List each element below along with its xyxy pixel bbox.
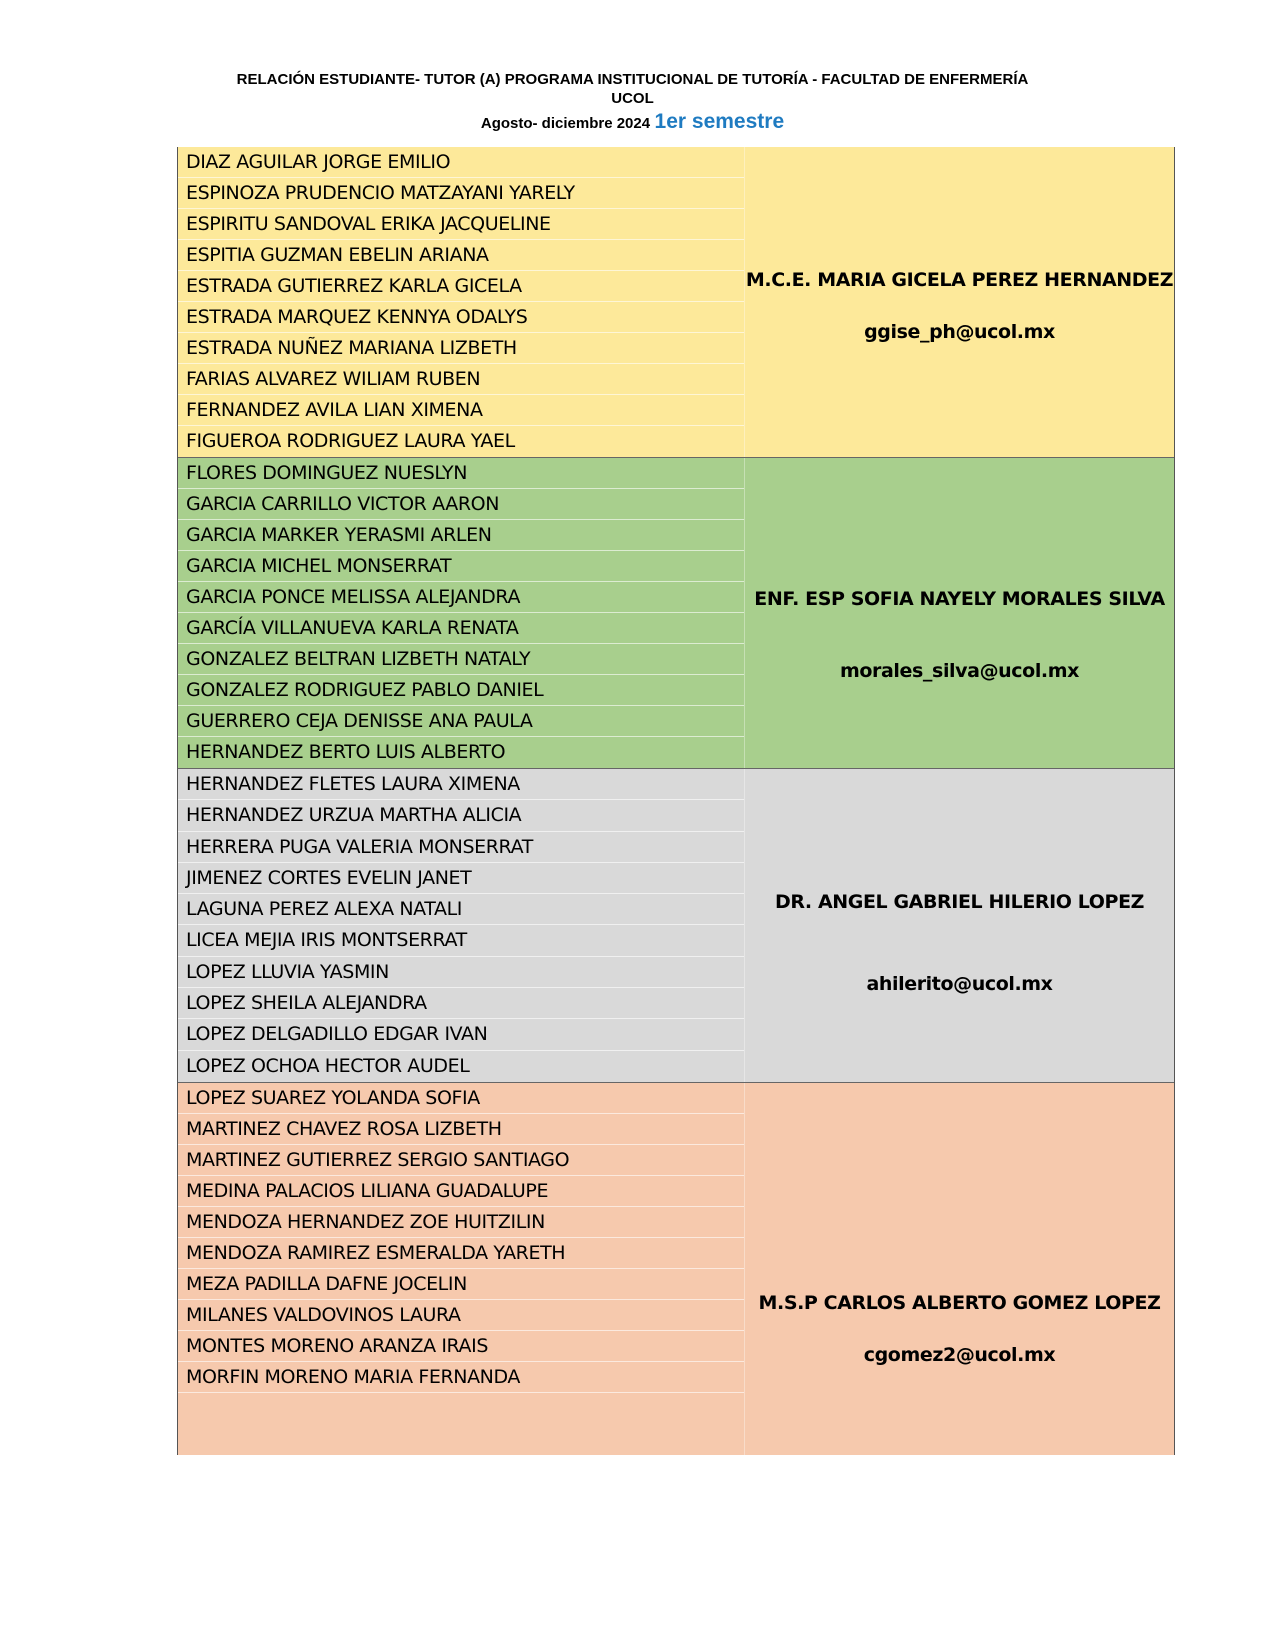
student-row: ESPINOZA PRUDENCIO MATZAYANI YARELY bbox=[178, 178, 744, 209]
student-row: ESPIRITU SANDOVAL ERIKA JACQUELINE bbox=[178, 209, 744, 240]
student-row: LAGUNA PEREZ ALEXA NATALI bbox=[178, 894, 744, 925]
student-row: HERRERA PUGA VALERIA MONSERRAT bbox=[178, 832, 744, 863]
document-subtitle: UCOL bbox=[611, 90, 654, 107]
student-row: MEDINA PALACIOS LILIANA GUADALUPE bbox=[178, 1176, 744, 1207]
tutor-group bbox=[178, 458, 1174, 769]
student-row: GARCIA PONCE MELISSA ALEJANDRA bbox=[178, 582, 744, 613]
student-list bbox=[178, 769, 744, 1082]
student-row: ESTRADA GUTIERREZ KARLA GICELA bbox=[178, 271, 744, 302]
student-row: MENDOZA RAMIREZ ESMERALDA YARETH bbox=[178, 1238, 744, 1269]
student-list bbox=[178, 1083, 744, 1455]
tutor-email: ahilerito@ucol.mx bbox=[866, 973, 1053, 996]
student-row: LICEA MEJIA IRIS MONTSERRAT bbox=[178, 925, 744, 956]
student-row: GARCIA CARRILLO VICTOR AARON bbox=[178, 489, 744, 520]
student-row: ESTRADA MARQUEZ KENNYA ODALYS bbox=[178, 302, 744, 333]
student-row: HERNANDEZ BERTO LUIS ALBERTO bbox=[186, 741, 506, 763]
tutor-email: ggise_ph@ucol.mx bbox=[864, 321, 1055, 343]
document-header bbox=[0, 70, 1275, 134]
tutor-group bbox=[178, 769, 1174, 1083]
period-label: Agosto- diciembre 2024 bbox=[480, 115, 651, 132]
student-row: FARIAS ALVAREZ WILIAM RUBEN bbox=[178, 364, 744, 395]
tutor-name: DR. ANGEL GABRIEL HILERIO LOPEZ bbox=[774, 891, 1145, 914]
tutor-group bbox=[178, 1083, 1174, 1455]
student-row: GARCIA MICHEL MONSERRAT bbox=[178, 551, 744, 582]
tutor-cell bbox=[744, 769, 1174, 1082]
student-row: LOPEZ DELGADILLO EDGAR IVAN bbox=[178, 1019, 744, 1050]
semester-label: 1er semestre bbox=[654, 110, 785, 133]
student-list bbox=[178, 147, 744, 457]
student-row: MILANES VALDOVINOS LAURA bbox=[178, 1300, 744, 1331]
student-row: FERNANDEZ AVILA LIAN XIMENA bbox=[178, 395, 744, 426]
student-row: GONZALEZ BELTRAN LIZBETH NATALY bbox=[178, 644, 744, 675]
student-row: DIAZ AGUILAR JORGE EMILIO bbox=[178, 147, 744, 178]
student-row: FIGUEROA RODRIGUEZ LAURA YAEL bbox=[186, 430, 515, 452]
student-row: GUERRERO CEJA DENISSE ANA PAULA bbox=[178, 706, 744, 737]
tutor-cell bbox=[744, 147, 1174, 457]
tutor-assignment-table bbox=[177, 147, 1175, 1455]
student-row: JIMENEZ CORTES EVELIN JANET bbox=[178, 863, 744, 894]
empty-row bbox=[178, 1393, 744, 1455]
student-row: ESPITIA GUZMAN EBELIN ARIANA bbox=[178, 240, 744, 271]
student-row: LOPEZ SHEILA ALEJANDRA bbox=[178, 988, 744, 1019]
student-row: MORFIN MORENO MARIA FERNANDA bbox=[178, 1362, 744, 1393]
student-row: ESTRADA NUÑEZ MARIANA LIZBETH bbox=[178, 333, 744, 364]
student-row: MEZA PADILLA DAFNE JOCELIN bbox=[178, 1269, 744, 1300]
tutor-name: ENF. ESP SOFIA NAYELY MORALES SILVA bbox=[754, 588, 1165, 610]
student-row: GARCIA MARKER YERASMI ARLEN bbox=[178, 520, 744, 551]
student-row: MARTINEZ CHAVEZ ROSA LIZBETH bbox=[178, 1114, 744, 1145]
tutor-group bbox=[178, 147, 1174, 458]
document-title: RELACIÓN ESTUDIANTE- TUTOR (A) PROGRAMA INSTITUCIONAL DE TUTORÍA - FACULTAD DE ENFERMERÍA bbox=[236, 71, 1029, 88]
tutor-email: cgomez2@ucol.mx bbox=[863, 1343, 1056, 1366]
tutor-email: morales_silva@ucol.mx bbox=[839, 660, 1080, 682]
student-row: LOPEZ LLUVIA YASMIN bbox=[178, 957, 744, 988]
tutor-cell bbox=[744, 458, 1174, 768]
student-row: FLORES DOMINGUEZ NUESLYN bbox=[178, 458, 744, 489]
student-row: MARTINEZ GUTIERREZ SERGIO SANTIAGO bbox=[178, 1145, 744, 1176]
student-row: HERNANDEZ URZUA MARTHA ALICIA bbox=[178, 800, 744, 831]
student-row: MONTES MORENO ARANZA IRAIS bbox=[178, 1331, 744, 1362]
student-row: GONZALEZ RODRIGUEZ PABLO DANIEL bbox=[178, 675, 744, 706]
student-row: GARCÍA VILLANUEVA KARLA RENATA bbox=[178, 613, 744, 644]
tutor-name: M.S.P CARLOS ALBERTO GOMEZ LOPEZ bbox=[758, 1291, 1161, 1314]
tutor-cell bbox=[744, 1083, 1174, 1455]
student-row: HERNANDEZ FLETES LAURA XIMENA bbox=[178, 769, 744, 800]
tutor-name: M.C.E. MARIA GICELA PEREZ HERNANDEZ bbox=[745, 269, 1174, 291]
period-line bbox=[0, 110, 1275, 134]
student-row: MENDOZA HERNANDEZ ZOE HUITZILIN bbox=[178, 1207, 744, 1238]
student-row: LOPEZ SUAREZ YOLANDA SOFIA bbox=[178, 1083, 744, 1114]
student-row: LOPEZ OCHOA HECTOR AUDEL bbox=[186, 1054, 470, 1077]
student-list bbox=[178, 458, 744, 768]
